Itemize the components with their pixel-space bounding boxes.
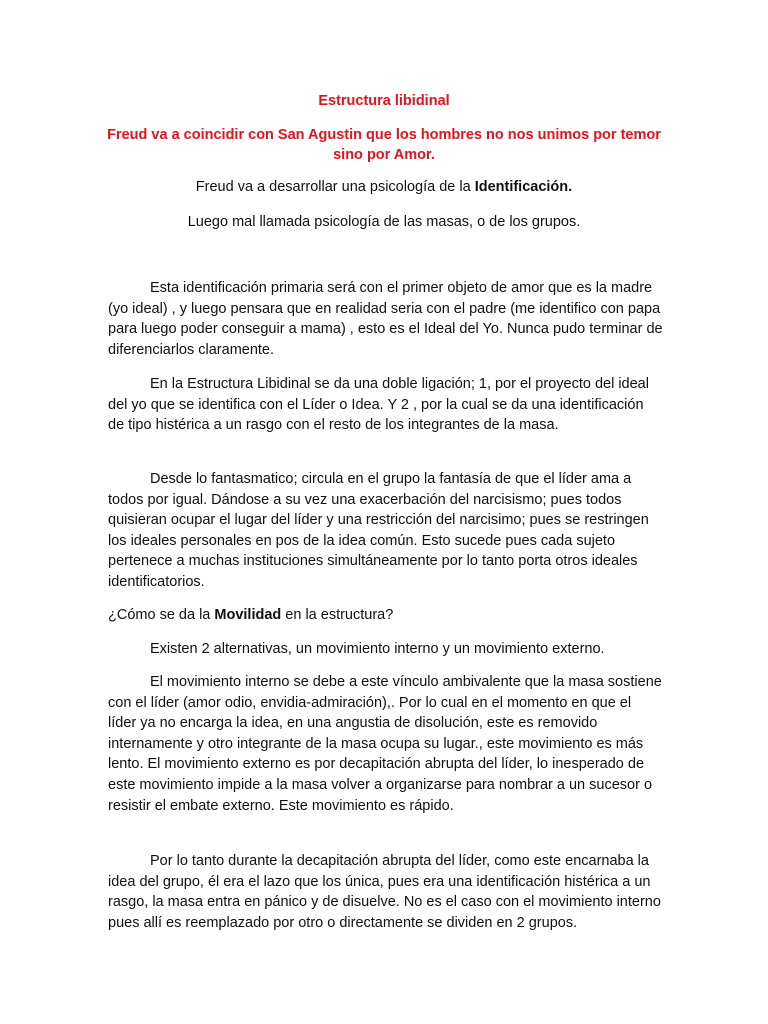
paragraph-libidinal-structure: En la Estructura Libidinal se da una doble ligación; 1, por el proyecto del ideal del yo que se identifica con el Líder o Idea. Y 2 , por la cual se da una identificación de tipo histérica a un rasgo con el resto de los integrantes de la masa. — [108, 376, 649, 434]
document-subtitle: Freud va a coincidir con San Agustin que los hombres no nos unimos por temor sino por Amor. — [107, 127, 661, 163]
mobility-question-start: ¿Cómo se da la — [108, 607, 215, 623]
mobility-question — [108, 605, 663, 626]
identification-term: Identificación. — [474, 179, 573, 195]
paragraph-primary-identification: Esta identificación primaria será con el primer objeto de amor que es la madre (yo ideal) , y luego pensara que en realidad seria con el padre (me identifico con papa para luego poder conseguir a mama) , esto es el Ideal del Yo. Nunca pudo terminar de diferenciarlos claramente. — [108, 280, 663, 358]
document-title: Estructura libidinal — [318, 93, 450, 109]
masses-line: Luego mal llamada psicología de las masas, o de los grupos. — [187, 214, 581, 230]
paragraph-fantasmatic: Desde lo fantasmatico; circula en el grupo la fantasía de que el líder ama a todos por igual. Dándose a su vez una exacerbación del narcisismo; pues todos quisieran ocupar el lugar del líder y una restricción del narcisimo; pues se restringen los ideales personales en pos de la idea común. Esto sucede pues cada sujeto pertenece a muchas instituciones simultáneamente por lo tanto porta otros ideales identificatorios. — [108, 471, 649, 590]
paragraph-conclusion: Por lo tanto durante la decapitación abrupta del líder, como este encarnaba la idea del grupo, él era el lazo que los única, pues era una identificación histérica a un rasgo, la masa entra en pánico y de disuelve. No es el caso con el movimiento interno pues allí es reemplazado por otro o directamente se dividen en 2 grupos. — [108, 853, 661, 931]
identification-line-text: Freud va a desarrollar una psicología de la — [195, 179, 475, 195]
paragraph-alternatives: Existen 2 alternativas, un movimiento interno y un movimiento externo. — [150, 641, 605, 657]
mobility-term: Movilidad — [214, 607, 282, 623]
identification-line — [0, 177, 768, 197]
paragraph-internal-movement: El movimiento interno se debe a este vínculo ambivalente que la masa sostiene con el líder (amor odio, envidia-admiración),. Por lo cual en el momento en que el líder ya no encarga la idea, en una angustia de disolución, este es removido internamente y otro integrante de la masa ocupa su lugar., este movimiento es más lento. El movimiento externo es por decapitación abrupta del líder, lo inesperado de este movimiento impide a la masa volver a organizarse para nombrar a un sucesor o resistir el embate externo. Este movimiento es rápido. — [108, 674, 662, 814]
mobility-question-end: en la estructura? — [281, 607, 394, 623]
